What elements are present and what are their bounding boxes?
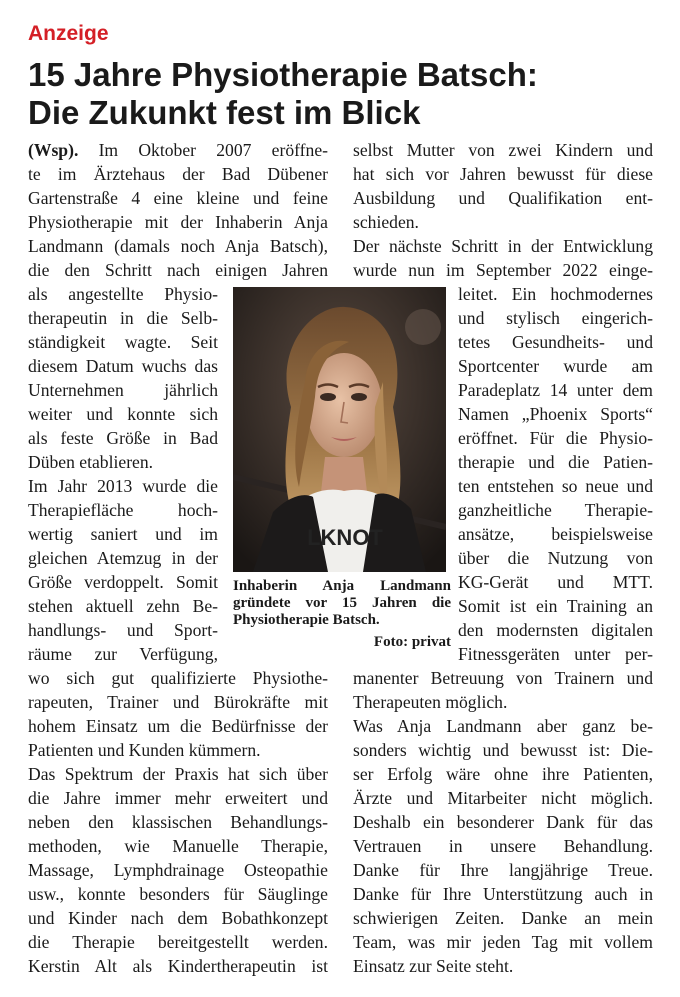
right-col-line: ser Erfolg wäre ohne ihre Patienten, — [353, 764, 653, 784]
right-col-line: hat sich vor Jahren bewusst für diese — [353, 164, 653, 184]
left-col-line: als feste Größe in Bad — [28, 428, 218, 448]
left-col-line: als angestellte Physio- — [28, 284, 218, 304]
left-col-line: Physiotherapie mit der Inhaberin Anja — [28, 212, 328, 232]
right-col-line: manenter Betreuung von Trainern und — [353, 668, 653, 688]
right-col-line: ansätze, beispielsweise — [458, 524, 653, 544]
right-col-line: Namen „Phoenix Sports“ — [458, 404, 653, 424]
left-col-line: handlungs- und Sport- — [28, 620, 218, 640]
right-col-line: therapie und die Patien- — [458, 452, 653, 472]
right-col-line: wurde nun im September 2022 einge- — [353, 260, 653, 280]
right-col-line: ten entstehen so neue und — [458, 476, 653, 496]
right-col-line: sonders wichtig und bewusst ist: Die- — [353, 740, 653, 760]
right-col-line: Der nächste Schritt in der Entwicklung — [353, 236, 653, 256]
left-col-line: rapeuten, Trainer und Bürokräfte mit — [28, 692, 328, 712]
left-col-line: stehen aktuell zehn Be- — [28, 596, 218, 616]
left-col-line: therapeutin in die Selb- — [28, 308, 218, 328]
left-col-line: Massage, Lymphdrainage Osteopathie — [28, 860, 328, 880]
right-col-line: Deshalb ein besonderer Dank für das — [353, 812, 653, 832]
left-col-line: weiter und konnte sich — [28, 404, 218, 424]
portrait-photo — [233, 287, 446, 572]
left-col-line: ständigkeit wagte. Seit — [28, 332, 218, 352]
headline-line-1: 15 Jahre Physiotherapie Batsch: — [28, 56, 538, 93]
photo-caption-line: Physiotherapie Batsch. — [233, 612, 380, 628]
right-col-line: Danke für Ihre langjährige Treue. — [353, 860, 653, 880]
right-col-line: und stylisch eingerich- — [458, 308, 653, 328]
right-col-line: Sportcenter wurde am — [458, 356, 653, 376]
right-col-line: Was Anja Landmann aber ganz be- — [353, 716, 653, 736]
headline — [28, 56, 668, 132]
left-col-line: Landmann (damals noch Anja Batsch), — [28, 236, 328, 256]
left-col-line: Das Spektrum der Praxis hat sich über — [28, 764, 328, 784]
left-col-line: Gartenstraße 4 eine kleine und feine — [28, 188, 328, 208]
right-col-line: eröffnet. Für die Physio- — [458, 428, 653, 448]
left-col-line: die Jahre immer mehr erweitert und — [28, 788, 328, 808]
left-col-line: usw., konnte besonders für Säuglinge — [28, 884, 328, 904]
right-col-line: Therapeuten möglich. — [353, 692, 508, 712]
right-col-line: KG-Gerät und MTT. — [458, 572, 653, 592]
left-col-line: gleichen Atemzug in der — [28, 548, 218, 568]
left-col-line: hohem Einsatz um die Bedürfnisse der — [28, 716, 328, 736]
photo-caption-line: gründete vor 15 Jahren die — [233, 595, 451, 611]
headline-line-2: Die Zukunkt fest im Blick — [28, 94, 421, 131]
right-col-line: tetes Gesundheits- und — [458, 332, 653, 352]
right-col-line: den modernsten digitalen — [458, 620, 653, 640]
right-col-line: Team, was mir jeden Tag mit vollem — [353, 932, 653, 952]
left-col-line: diesem Datum wuchs das — [28, 356, 218, 376]
right-col-line: ganzheitliche Therapie- — [458, 500, 653, 520]
left-col-line: Patienten und Kunden kümmern. — [28, 740, 261, 760]
right-col-line: Vertrauen in unsere Behandlung. — [353, 836, 653, 856]
left-col-line: räume zur Verfügung, — [28, 644, 218, 664]
left-col-line: Kerstin Alt als Kindertherapeutin ist — [28, 956, 328, 976]
left-col-line: Therapiefläche hoch- — [28, 500, 218, 520]
left-col-line: Unternehmen jährlich — [28, 380, 218, 400]
right-col-line: Somit ist ein Training an — [458, 596, 653, 616]
dateline: (Wsp). — [28, 140, 79, 160]
right-col-line: Einsatz zur Seite steht. — [353, 956, 514, 976]
right-col-line: schieden. — [353, 212, 419, 232]
left-col-line: und Kinder nach dem Bobathkonzept — [28, 908, 328, 928]
right-col-line: Danke für Ihre Unterstützung auch in — [353, 884, 653, 904]
left-col-line: neben den klassischen Behandlungs- — [28, 812, 328, 832]
photo-caption-line: Inhaberin Anja Landmann — [233, 578, 451, 594]
right-col-line: Ärzte und Mitarbeiter nicht möglich. — [353, 788, 653, 808]
left-col-line: methoden, wie Manuelle Therapie, — [28, 836, 328, 856]
left-col-line: te im Ärztehaus der Bad Dübener — [28, 164, 328, 184]
photo-credit: Foto: privat — [373, 634, 451, 650]
right-col-line: leitet. Ein hochmodernes — [458, 284, 653, 304]
right-col-line: Paradeplatz 14 unter dem — [458, 380, 653, 400]
left-col-line: Im Jahr 2013 wurde die — [28, 476, 218, 496]
right-col-line: schwierigen Zeiten. Danke an mein — [353, 908, 653, 928]
left-col-line: wo sich gut qualifizierte Physiothe- — [28, 668, 328, 688]
left-col-line: wertig saniert und im — [28, 524, 218, 544]
left-col-line: die Therapie bereitgestellt werden. — [28, 932, 328, 952]
left-col-line: Größe verdoppelt. Somit — [28, 572, 218, 592]
right-col-line: über die Nutzung von — [458, 548, 653, 568]
right-col-line: selbst Mutter von zwei Kindern und — [353, 140, 653, 160]
right-col-line: Fitnessgeräten unter per- — [458, 644, 653, 664]
shirt-print-text: LKNOT — [307, 525, 383, 550]
left-col-line: (Wsp). Im Oktober 2007 eröffne- — [28, 140, 328, 160]
left-col-line: Düben etablieren. — [28, 452, 154, 472]
right-col-line: Ausbildung und Qualifikation ent- — [353, 188, 653, 208]
advertisement-label: Anzeige — [28, 22, 109, 45]
left-col-line: die den Schritt nach einigen Jahren — [28, 260, 328, 280]
